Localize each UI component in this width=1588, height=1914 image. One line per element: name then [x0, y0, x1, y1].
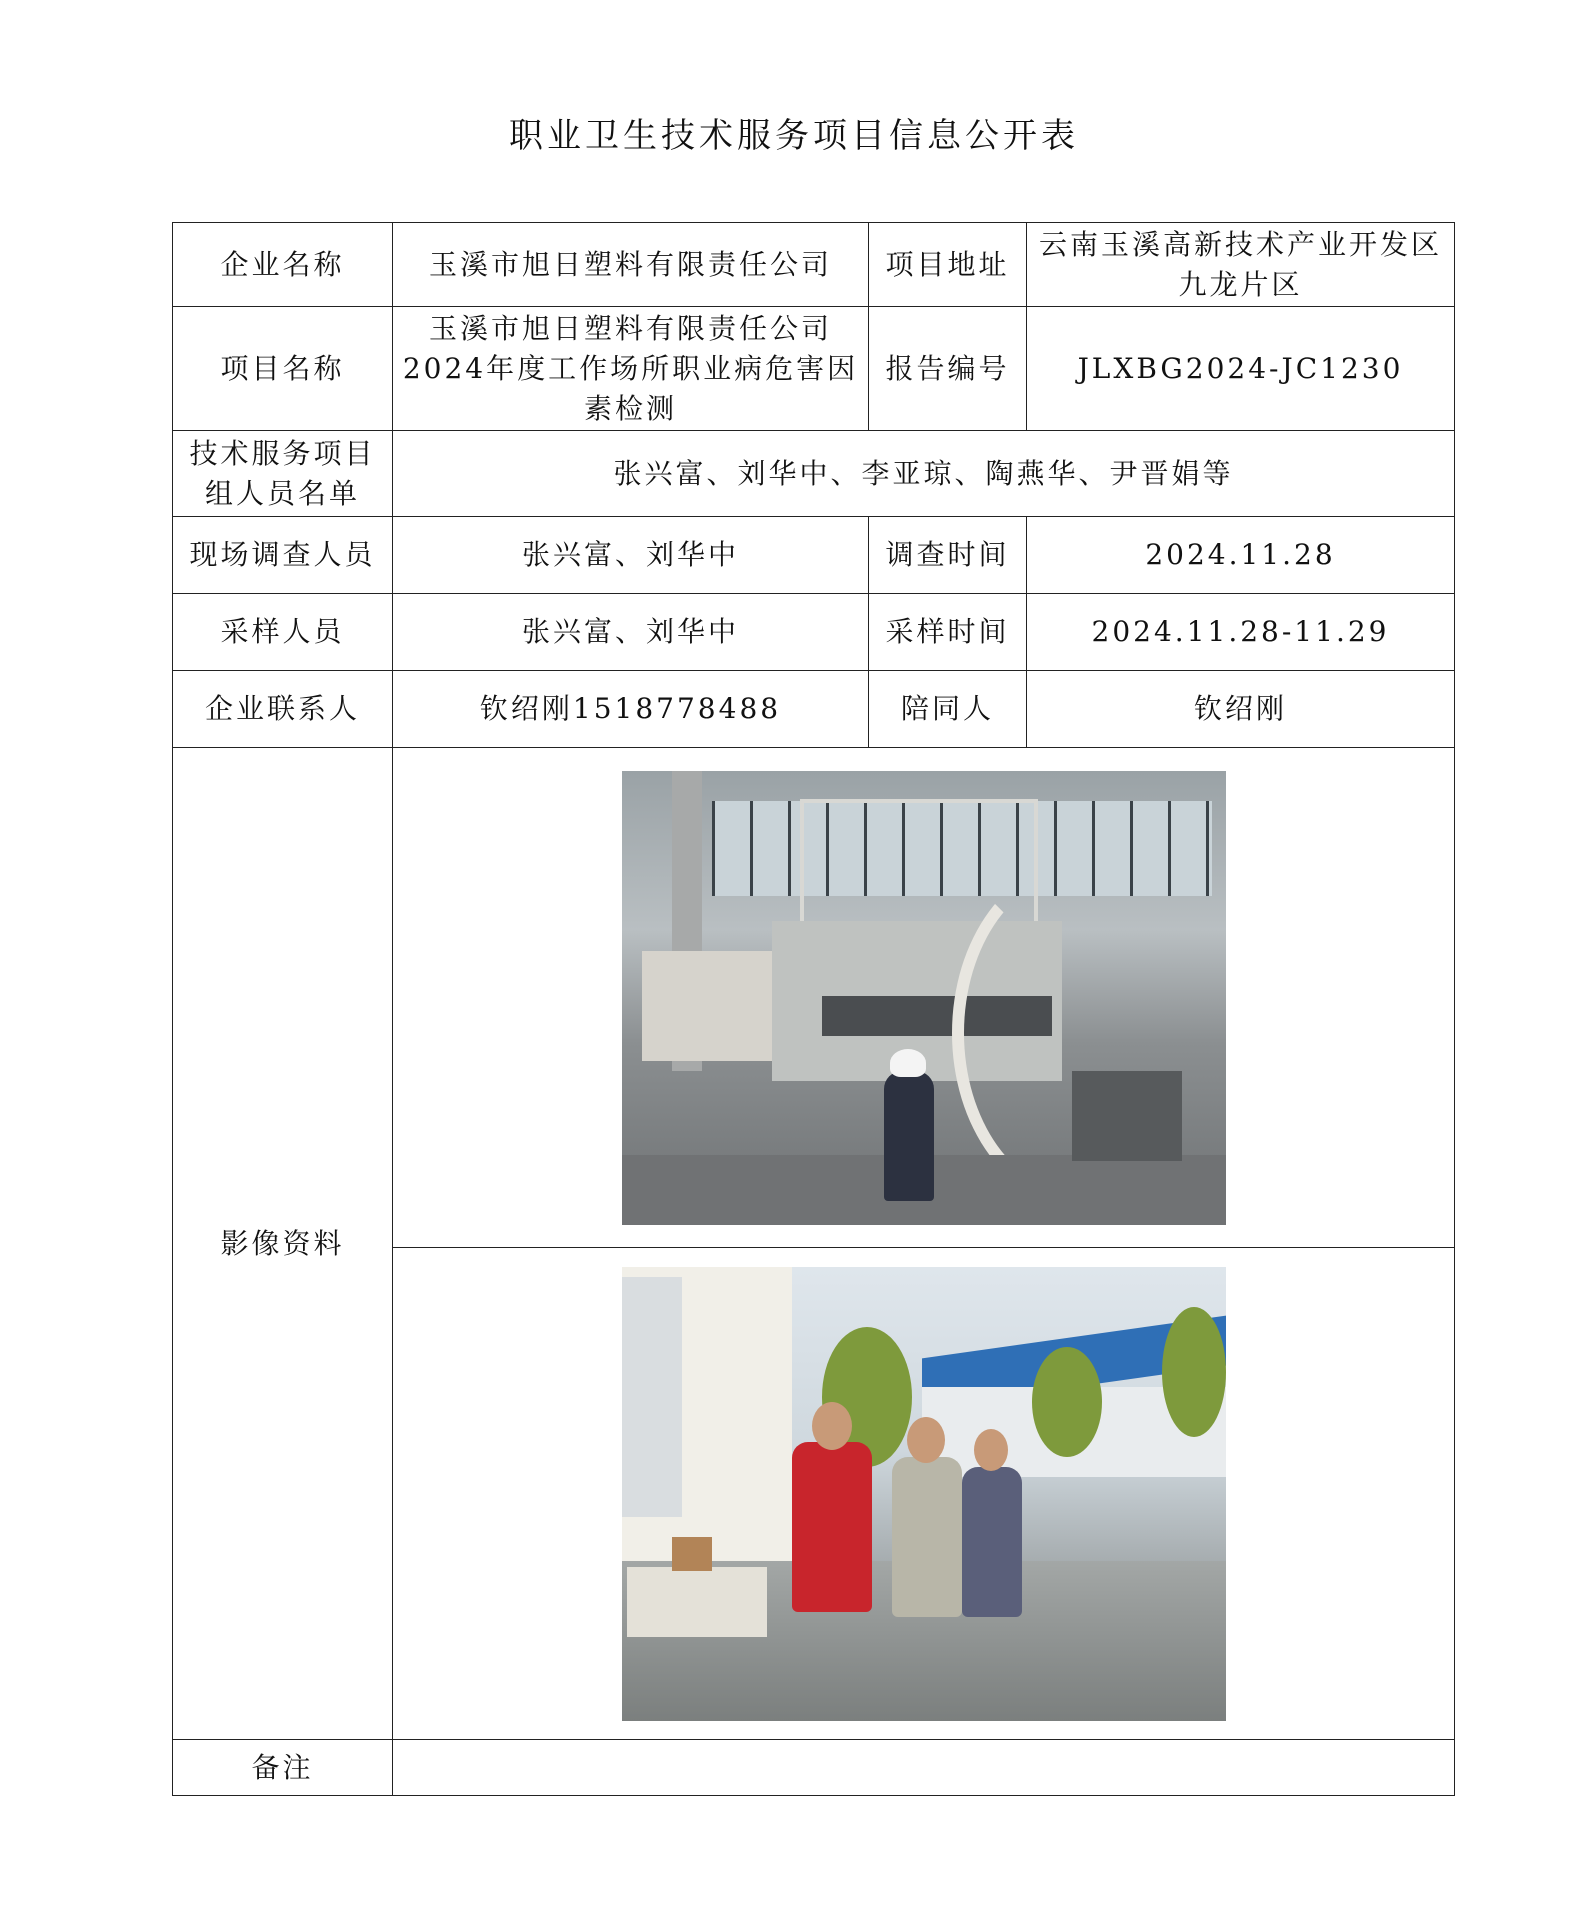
escort-value: 钦绍刚 [1027, 671, 1455, 748]
contact-value: 钦绍刚1518778488 [393, 671, 869, 748]
remarks-label: 备注 [173, 1740, 393, 1796]
field-sampling-photo [622, 771, 1226, 1225]
address-value: 云南玉溪高新技术产业开发区九龙片区 [1027, 223, 1455, 307]
report-label: 报告编号 [869, 307, 1027, 431]
company-value: 玉溪市旭日塑料有限责任公司 [393, 223, 869, 307]
sampling-time-value: 2024.11.28-11.29 [1027, 594, 1455, 671]
team-label: 技术服务项目组人员名单 [173, 431, 393, 517]
report-value: JLXBG2024-JC1230 [1027, 307, 1455, 431]
sampling-staff-value: 张兴富、刘华中 [393, 594, 869, 671]
survey-time-label: 调查时间 [869, 517, 1027, 594]
project-value: 玉溪市旭日塑料有限责任公司2024年度工作场所职业病危害因素检测 [393, 307, 869, 431]
photo-cell-2 [393, 1248, 1455, 1740]
info-table [172, 222, 1455, 1796]
sampling-staff-label: 采样人员 [173, 594, 393, 671]
remarks-value [393, 1740, 1455, 1796]
page-title: 职业卫生技术服务项目信息公开表 [509, 116, 1079, 156]
survey-staff-value: 张兴富、刘华中 [393, 517, 869, 594]
photo-cell-1 [393, 748, 1455, 1248]
images-label: 影像资料 [173, 748, 393, 1740]
escort-label: 陪同人 [869, 671, 1027, 748]
group-photo [622, 1267, 1226, 1721]
survey-staff-label: 现场调查人员 [173, 517, 393, 594]
contact-label: 企业联系人 [173, 671, 393, 748]
team-value: 张兴富、刘华中、李亚琼、陶燕华、尹晋娟等 [393, 431, 1455, 517]
company-label: 企业名称 [173, 223, 393, 307]
project-label: 项目名称 [173, 307, 393, 431]
sampling-time-label: 采样时间 [869, 594, 1027, 671]
address-label: 项目地址 [869, 223, 1027, 307]
survey-time-value: 2024.11.28 [1027, 517, 1455, 594]
